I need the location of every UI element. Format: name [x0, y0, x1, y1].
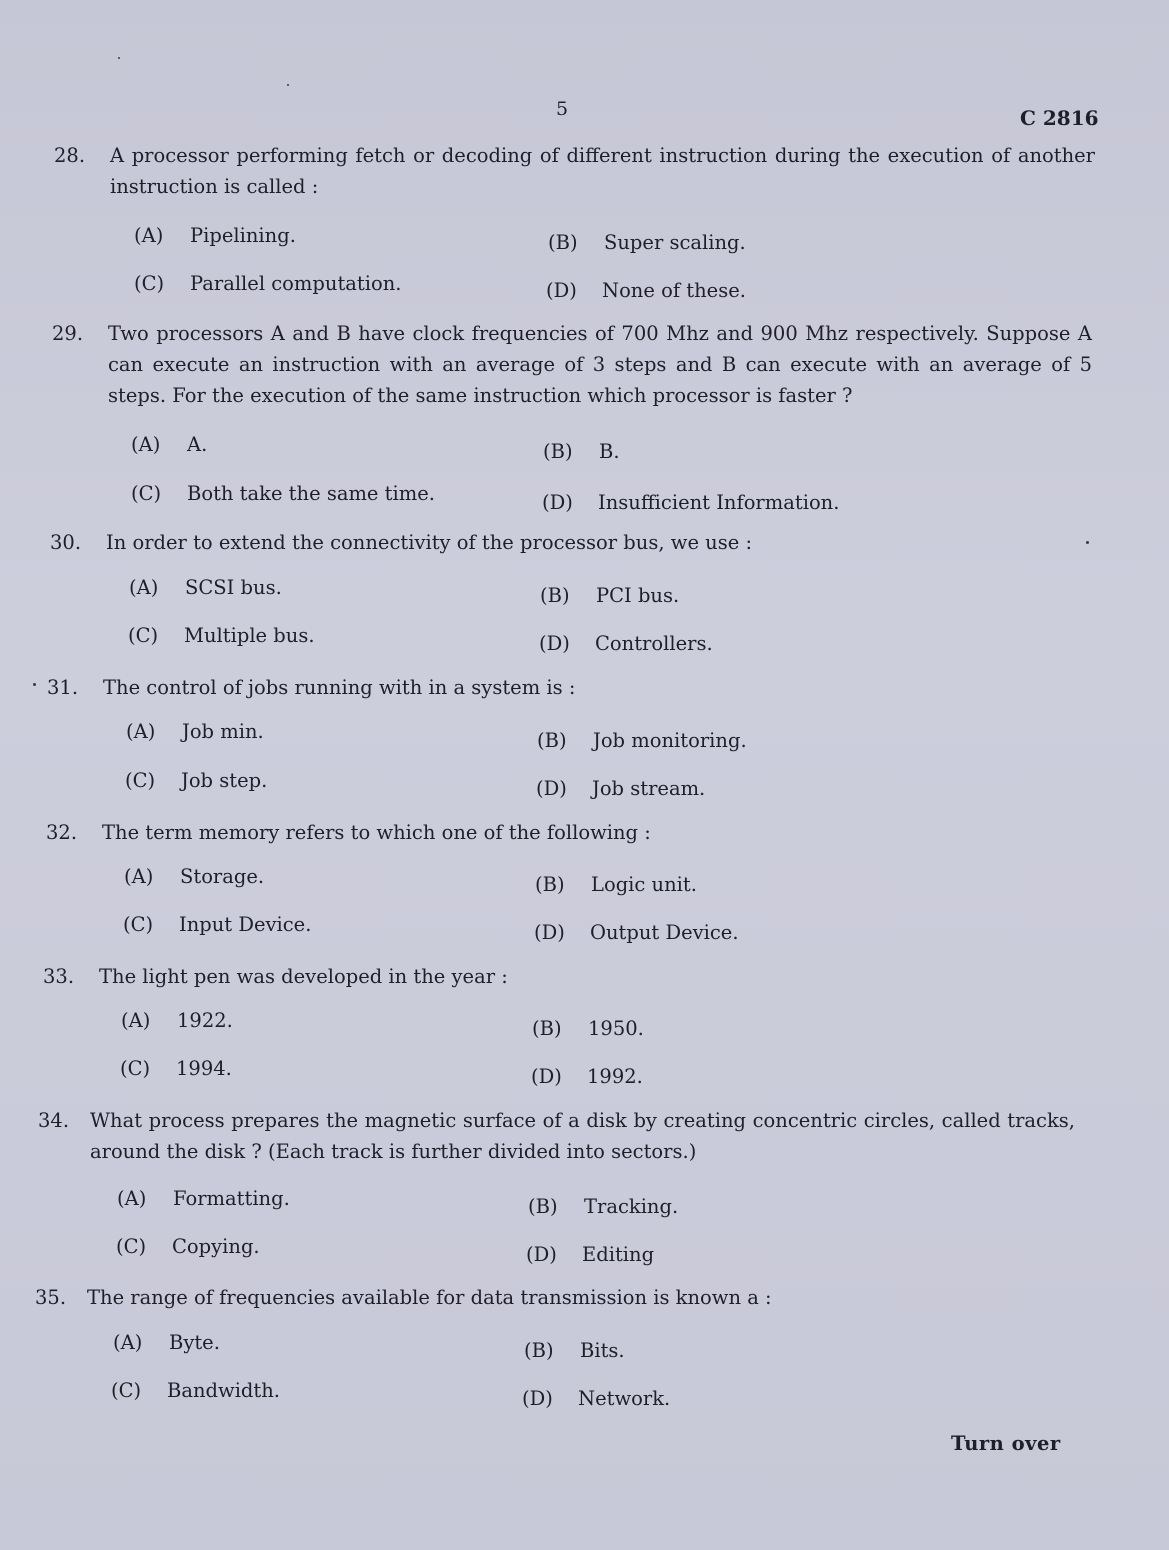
option-label: (D): [546, 279, 577, 302]
option-c: [116, 1235, 260, 1258]
question-number: 28.: [54, 144, 86, 167]
option-label: (B): [540, 584, 570, 607]
option-text: None of these.: [602, 279, 746, 302]
option-text: Job step.: [181, 769, 268, 792]
option-label: (C): [120, 1057, 151, 1080]
option-text: Both take the same time.: [187, 482, 435, 505]
option-label: (A): [126, 720, 156, 743]
option-label: (A): [134, 224, 164, 247]
option-label: (A): [131, 433, 161, 456]
option-b: [543, 440, 620, 463]
option-a: [134, 224, 296, 247]
option-c: [111, 1379, 280, 1402]
question-text: The light pen was developed in the year :: [99, 965, 508, 988]
option-b: [548, 231, 746, 254]
option-label: (D): [542, 491, 573, 514]
option-a: [124, 865, 264, 888]
option-label: (D): [522, 1387, 553, 1410]
option-text: Bits.: [580, 1339, 625, 1362]
question-number: 34.: [38, 1109, 70, 1132]
question-text: The range of frequencies available for data transmission is known a :: [87, 1286, 772, 1309]
option-d: [542, 491, 839, 514]
option-text: 1994.: [176, 1057, 232, 1080]
option-text: A.: [187, 433, 208, 456]
question-text: The control of jobs running with in a system is :: [103, 676, 576, 699]
option-text: Storage.: [180, 865, 265, 888]
option-label: (C): [116, 1235, 147, 1258]
option-d: [546, 279, 746, 302]
option-text: Tracking.: [584, 1195, 679, 1218]
option-label: (A): [117, 1187, 147, 1210]
option-label: (C): [125, 769, 156, 792]
option-label: (A): [113, 1331, 143, 1354]
option-label: (C): [131, 482, 162, 505]
option-text: 1922.: [177, 1009, 233, 1032]
option-label: (B): [532, 1017, 562, 1040]
option-label: (A): [129, 576, 159, 599]
question-number: 35.: [35, 1286, 67, 1309]
question-number: 31.: [47, 676, 79, 699]
option-c: [123, 913, 311, 936]
option-label: (A): [124, 865, 154, 888]
option-a: [113, 1331, 220, 1354]
option-d: [526, 1243, 654, 1266]
option-label: (A): [121, 1009, 151, 1032]
option-label: (D): [534, 921, 565, 944]
option-c: [125, 769, 267, 792]
option-text: Editing: [582, 1243, 655, 1266]
option-c: [134, 272, 402, 295]
option-text: Parallel computation.: [190, 272, 402, 295]
option-text: Copying.: [172, 1235, 260, 1258]
option-text: Super scaling.: [604, 231, 746, 254]
option-text: Job min.: [182, 720, 264, 743]
option-text: Multiple bus.: [184, 624, 315, 647]
option-text: SCSI bus.: [185, 576, 282, 599]
option-d: [531, 1065, 643, 1088]
question-text: What process prepares the magnetic surface of a disk by creating concentric circles, called tracks, around the disk ? (Each track is further divided into sectors.): [90, 1109, 1075, 1163]
option-label: (D): [536, 777, 567, 800]
option-label: (B): [548, 231, 578, 254]
option-a: [126, 720, 264, 743]
option-c: [131, 482, 435, 505]
option-d: [536, 777, 705, 800]
question-number: 30.: [50, 531, 82, 554]
option-text: Byte.: [169, 1331, 220, 1354]
page-number: 5: [556, 98, 569, 120]
option-text: Bandwidth.: [167, 1379, 281, 1402]
scan-speck: [33, 683, 36, 686]
option-label: (D): [531, 1065, 562, 1088]
scan-speck: [1086, 541, 1089, 544]
option-label: (C): [134, 272, 165, 295]
question-number: 32.: [46, 821, 78, 844]
option-text: Output Device.: [590, 921, 739, 944]
option-text: Controllers.: [595, 632, 713, 655]
option-label: (D): [539, 632, 570, 655]
option-d: [539, 632, 713, 655]
option-text: Network.: [578, 1387, 671, 1410]
paper-code: C 2816: [1020, 106, 1099, 130]
option-text: Input Device.: [179, 913, 312, 936]
option-label: (C): [128, 624, 159, 647]
option-d: [522, 1387, 670, 1410]
option-b: [524, 1339, 625, 1362]
option-label: (C): [111, 1379, 142, 1402]
option-label: (B): [528, 1195, 558, 1218]
question-number: 33.: [43, 965, 75, 988]
option-a: [121, 1009, 233, 1032]
turn-over-label: Turn over: [951, 1432, 1061, 1455]
option-text: PCI bus.: [596, 584, 680, 607]
scan-speck: [118, 57, 120, 59]
option-text: Insufficient Information.: [598, 491, 840, 514]
question-text: A processor performing fetch or decoding of different instruction during the execution of another instruction is called :: [110, 144, 1095, 198]
option-a: [117, 1187, 290, 1210]
option-b: [528, 1195, 678, 1218]
option-label: (C): [123, 913, 154, 936]
question-text: In order to extend the connectivity of the processor bus, we use :: [106, 531, 753, 554]
question-text: The term memory refers to which one of the following :: [102, 821, 651, 844]
option-label: (B): [537, 729, 567, 752]
option-c: [120, 1057, 232, 1080]
question-number: 29.: [52, 322, 84, 345]
option-b: [532, 1017, 644, 1040]
option-text: Pipelining.: [190, 224, 296, 247]
option-text: B.: [599, 440, 620, 463]
option-text: Job stream.: [592, 777, 706, 800]
option-d: [534, 921, 739, 944]
option-a: [131, 433, 207, 456]
option-b: [535, 873, 697, 896]
option-label: (B): [535, 873, 565, 896]
option-text: 1992.: [587, 1065, 643, 1088]
option-text: 1950.: [588, 1017, 644, 1040]
option-a: [129, 576, 282, 599]
option-c: [128, 624, 315, 647]
option-b: [537, 729, 747, 752]
scan-speck: [287, 84, 289, 86]
option-text: Formatting.: [173, 1187, 290, 1210]
option-b: [540, 584, 679, 607]
question-text: Two processors A and B have clock frequencies of 700 Mhz and 900 Mhz respectively. Suppose A can execute an instruction with an average of 3 steps and B can execute with an average of 5 steps. For the execution of the same instruction which processor is faster ?: [108, 322, 1092, 407]
option-text: Logic unit.: [591, 873, 697, 896]
option-text: Job monitoring.: [593, 729, 747, 752]
option-label: (B): [543, 440, 573, 463]
option-label: (D): [526, 1243, 557, 1266]
option-label: (B): [524, 1339, 554, 1362]
